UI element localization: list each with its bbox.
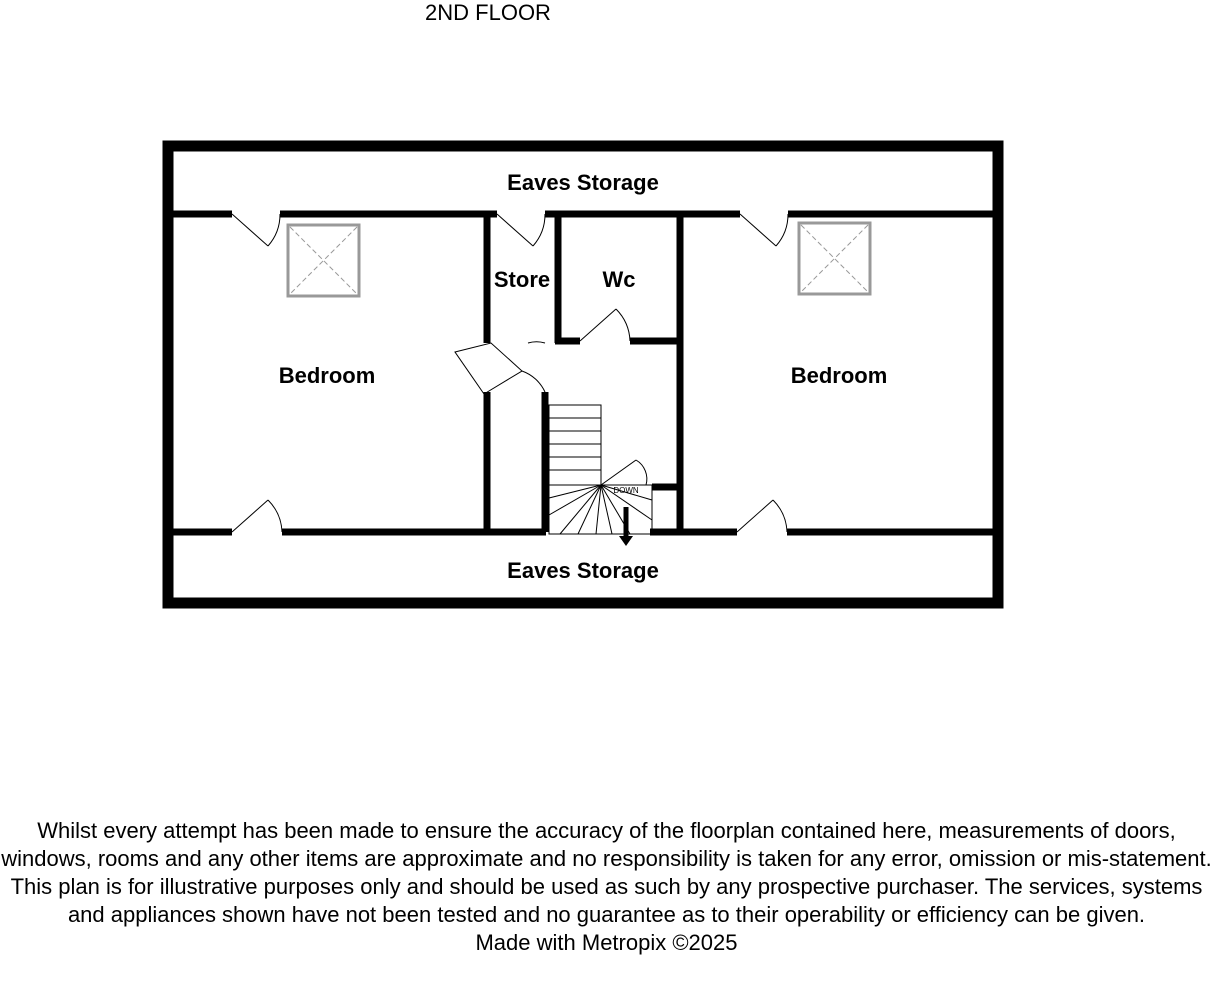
metropix-credit: Made with Metropix ©2025 <box>475 930 738 955</box>
skylight-left <box>288 225 359 296</box>
stairs-down-arrow <box>619 507 633 546</box>
disclaimer-block <box>0 817 1213 957</box>
disclaimer-text: Whilst every attempt has been made to ensure the accuracy of the floorplan contained here, measurements of doors, windows, rooms and any other items are approximate and no responsibility is taken for any error, omission or mis-statement. This plan is for illustrative purposes only and should be used as such by any prospective purchaser. The services, systems and appliances shown have not been tested and no guarantee as to their operability or efficiency can be given. <box>1 818 1212 927</box>
floor-title: 2ND FLOOR <box>425 0 551 25</box>
stairs-down-label: DOWN <box>613 486 639 495</box>
eaves-storage-top-label: Eaves Storage <box>507 170 659 195</box>
bedroom-right-label: Bedroom <box>790 363 888 388</box>
internal-walls <box>487 214 680 532</box>
wc-label: Wc <box>602 267 636 292</box>
store-label: Store <box>493 267 551 292</box>
eaves-storage-bottom-label: Eaves Storage <box>507 558 659 583</box>
bedroom-left-label: Bedroom <box>278 363 376 388</box>
staircase <box>549 405 652 534</box>
skylight-right <box>799 223 870 294</box>
